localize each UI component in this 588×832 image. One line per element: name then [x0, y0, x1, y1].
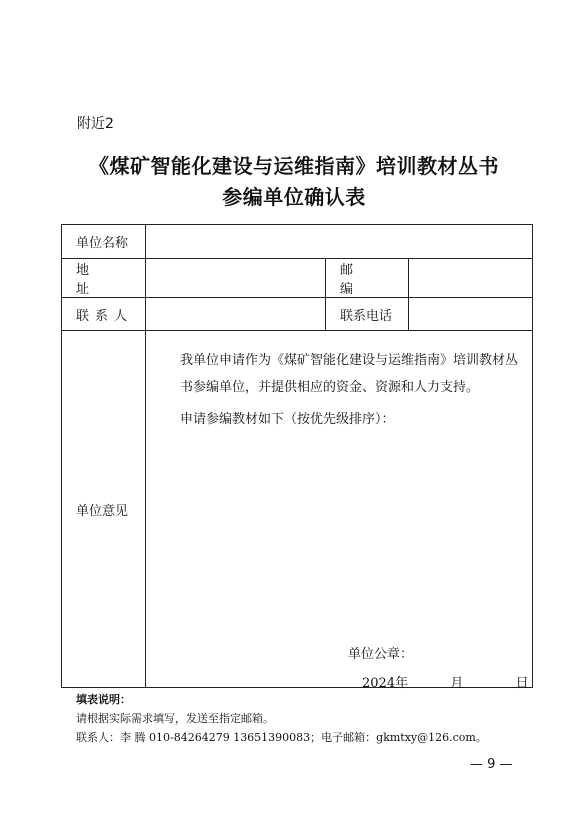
- postcode-label: 邮 编: [326, 259, 409, 298]
- seal-label: 单位公章：: [348, 647, 414, 662]
- date-month: 月: [450, 676, 464, 691]
- phone-field[interactable]: [409, 298, 533, 331]
- page-number: — 9 —: [470, 757, 513, 772]
- date-line: [362, 672, 529, 691]
- unit-name-row: [62, 225, 533, 259]
- opinion-textbooks-prompt: 申请参编教材如下（按优先级排序）：: [180, 412, 395, 427]
- phone-label: 联系电话: [326, 298, 409, 331]
- form-title: 《煤矿智能化建设与运维指南》培训教材丛书: [89, 154, 499, 178]
- notes-heading: 填表说明：: [76, 693, 131, 706]
- address-row: [62, 259, 533, 298]
- form-subtitle: 参编单位确认表: [222, 185, 366, 209]
- opinion-field[interactable]: [146, 331, 533, 691]
- contact-row: [62, 298, 533, 331]
- contact-field[interactable]: [146, 298, 326, 331]
- notes-line-2: 联系人：李 腾 010-84264279 13651390083；电子邮箱：gkmtxy@126.com。: [76, 731, 487, 744]
- opinion-statement: 我单位申请作为《煤矿智能化建设与运维指南》培训教材丛书参编单位，并提供相应的资金、资源和人力支持。: [180, 353, 519, 395]
- contact-label: 联系人: [62, 298, 146, 331]
- date-year: 2024年: [362, 676, 409, 691]
- date-day: 日: [515, 676, 529, 691]
- unit-name-label: 单位名称: [62, 225, 146, 259]
- opinion-row: [62, 331, 533, 688]
- address-label: 地 址: [62, 259, 146, 298]
- confirmation-form-table: [61, 224, 533, 691]
- address-field[interactable]: [146, 259, 326, 298]
- unit-name-field[interactable]: [146, 225, 533, 259]
- postcode-field[interactable]: [409, 259, 533, 298]
- attachment-label: 附近2: [77, 116, 114, 132]
- notes-line-1: 请根据实际需求填写，发送至指定邮箱。: [76, 712, 274, 725]
- opinion-label: 单位意见: [62, 331, 146, 688]
- fill-instructions: [76, 690, 487, 747]
